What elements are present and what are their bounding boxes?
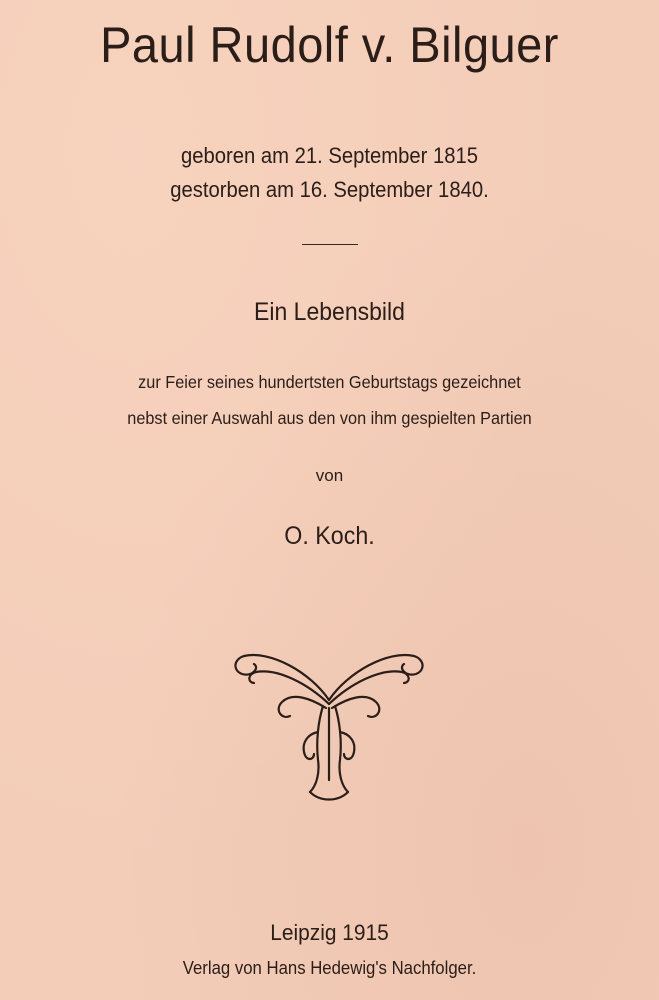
description-line-1: zur Feier seines hundertsten Geburtstags gezeichnet	[138, 372, 521, 392]
birth-date: geboren am 21. September 1815	[180, 143, 479, 168]
death-date: gestorben am 16. September 1840.	[170, 177, 489, 202]
description-line-2: nebst einer Auswahl aus den von ihm gespielten Partien	[127, 408, 532, 428]
imprint-place-year: Leipzig 1915	[270, 920, 389, 945]
book-subtitle: Ein Lebensbild	[254, 298, 405, 326]
by-word: von	[315, 466, 344, 485]
book-title: Paul Rudolf v. Bilguer	[100, 17, 559, 73]
floral-ornament-icon	[230, 642, 428, 802]
separator-rule	[302, 244, 358, 245]
imprint-publisher: Verlag von Hans Hedewig's Nachfolger.	[182, 958, 477, 978]
author-name: O. Koch.	[284, 522, 375, 550]
